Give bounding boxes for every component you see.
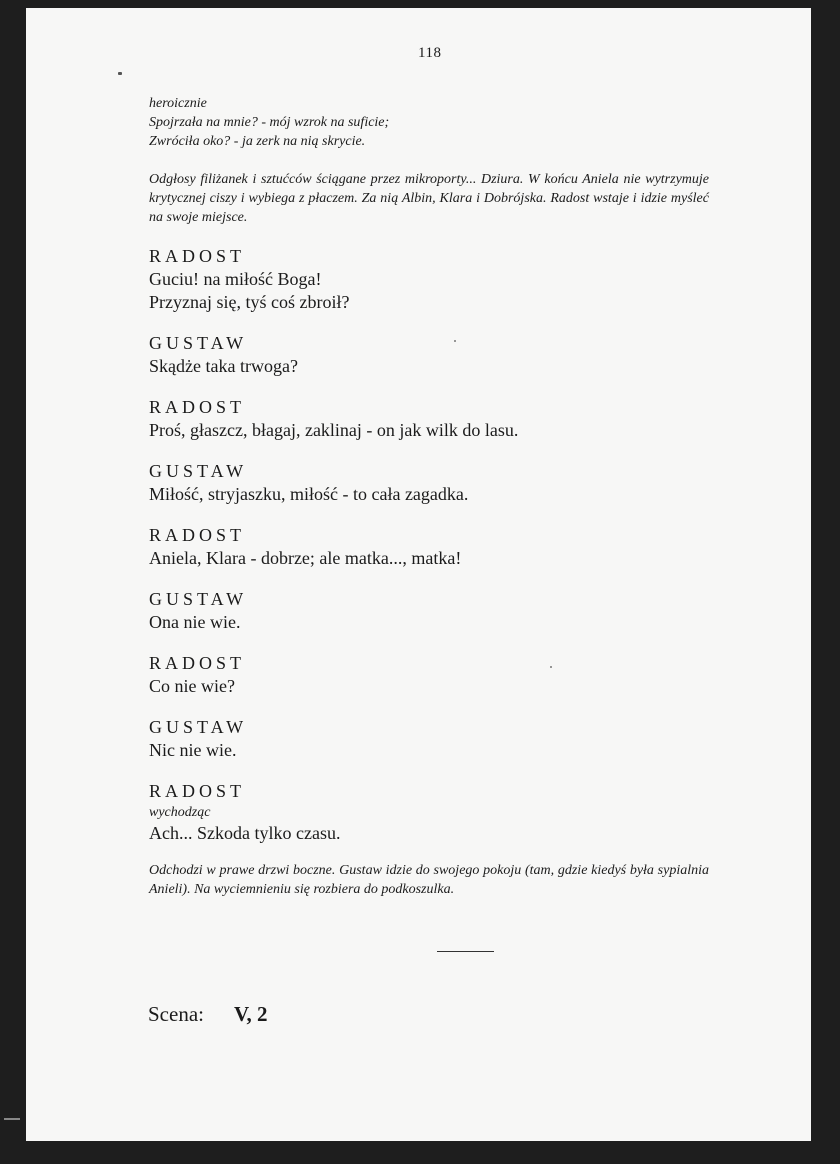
dialogue-block xyxy=(149,332,709,378)
dialogue-line: Co nie wie? xyxy=(149,676,235,696)
dialogue-line: Aniela, Klara - dobrze; ale matka..., matka! xyxy=(149,548,462,568)
stage-direction-line: Spojrzała na mnie? - mój wzrok na suficie; xyxy=(149,115,390,130)
scan-edge-mark xyxy=(4,1118,20,1120)
speaker-name: RADOST xyxy=(149,525,246,545)
speaker-name: RADOST xyxy=(149,653,246,673)
parenthetical-direction: wychodząc xyxy=(149,805,211,820)
dialogue-line: Proś, głaszcz, błagaj, zaklinaj - on jak wilk do lasu. xyxy=(149,420,519,440)
page-number: 118 xyxy=(418,45,442,61)
dialogue-line: Guciu! na miłość Boga! xyxy=(149,269,322,289)
dialogue-block xyxy=(149,588,709,634)
scene-label: Scena: xyxy=(148,1002,204,1026)
stage-direction-line: heroicznie xyxy=(149,96,207,111)
dialogue-line: Ona nie wie. xyxy=(149,612,241,632)
dialogue-line: Skądże taka trwoga? xyxy=(149,356,298,376)
speaker-name: GUSTAW xyxy=(149,717,248,737)
dialogue-line: Nic nie wie. xyxy=(149,740,237,760)
dialogue-block xyxy=(149,524,709,570)
speaker-name: GUSTAW xyxy=(149,461,248,481)
dialogue-block xyxy=(149,460,709,506)
scene-heading xyxy=(148,1001,267,1027)
section-divider xyxy=(437,951,494,952)
dialogue-block xyxy=(149,652,709,698)
script-body xyxy=(149,94,709,899)
scan-speck xyxy=(118,72,122,75)
dialogue-line: Przyznaj się, tyś coś zbroił? xyxy=(149,292,350,312)
dialogue-line: Miłość, stryjaszku, miłość - to cała zagadka. xyxy=(149,484,469,504)
dialogue-block xyxy=(149,245,709,314)
dialogue-block xyxy=(149,396,709,442)
scene-number: V, 2 xyxy=(233,1002,268,1026)
stage-direction-line: Zwróciła oko? - ja zerk na nią skrycie. xyxy=(149,134,366,149)
dialogue-block xyxy=(149,716,709,762)
speaker-name: RADOST xyxy=(149,781,246,801)
stage-direction-top xyxy=(149,94,709,151)
speaker-name: RADOST xyxy=(149,397,246,417)
speaker-name: RADOST xyxy=(149,246,246,266)
dialogue-block xyxy=(149,780,709,845)
closing-stage-direction: Odchodzi w prawe drzwi boczne. Gustaw idzie do swojego pokoju (tam, gdzie kiedyś była sypialnia Anieli). Na wyciemnieniu się rozbiera do podkoszulka. xyxy=(149,863,709,897)
dialogue-line: Ach... Szkoda tylko czasu. xyxy=(149,823,341,843)
speaker-name: GUSTAW xyxy=(149,589,248,609)
document-page xyxy=(26,8,811,1141)
stage-direction-paragraph: Odgłosy filiżanek i sztućców ściągane przez mikroporty... Dziura. W końcu Aniela nie wytrzymuje krytycznej ciszy i wybiega z płaczem. Za nią Albin, Klara i Dobrójska. Radost wstaje i idzie myśleć na swoje miejsce. xyxy=(149,172,709,225)
speaker-name: GUSTAW xyxy=(149,333,248,353)
